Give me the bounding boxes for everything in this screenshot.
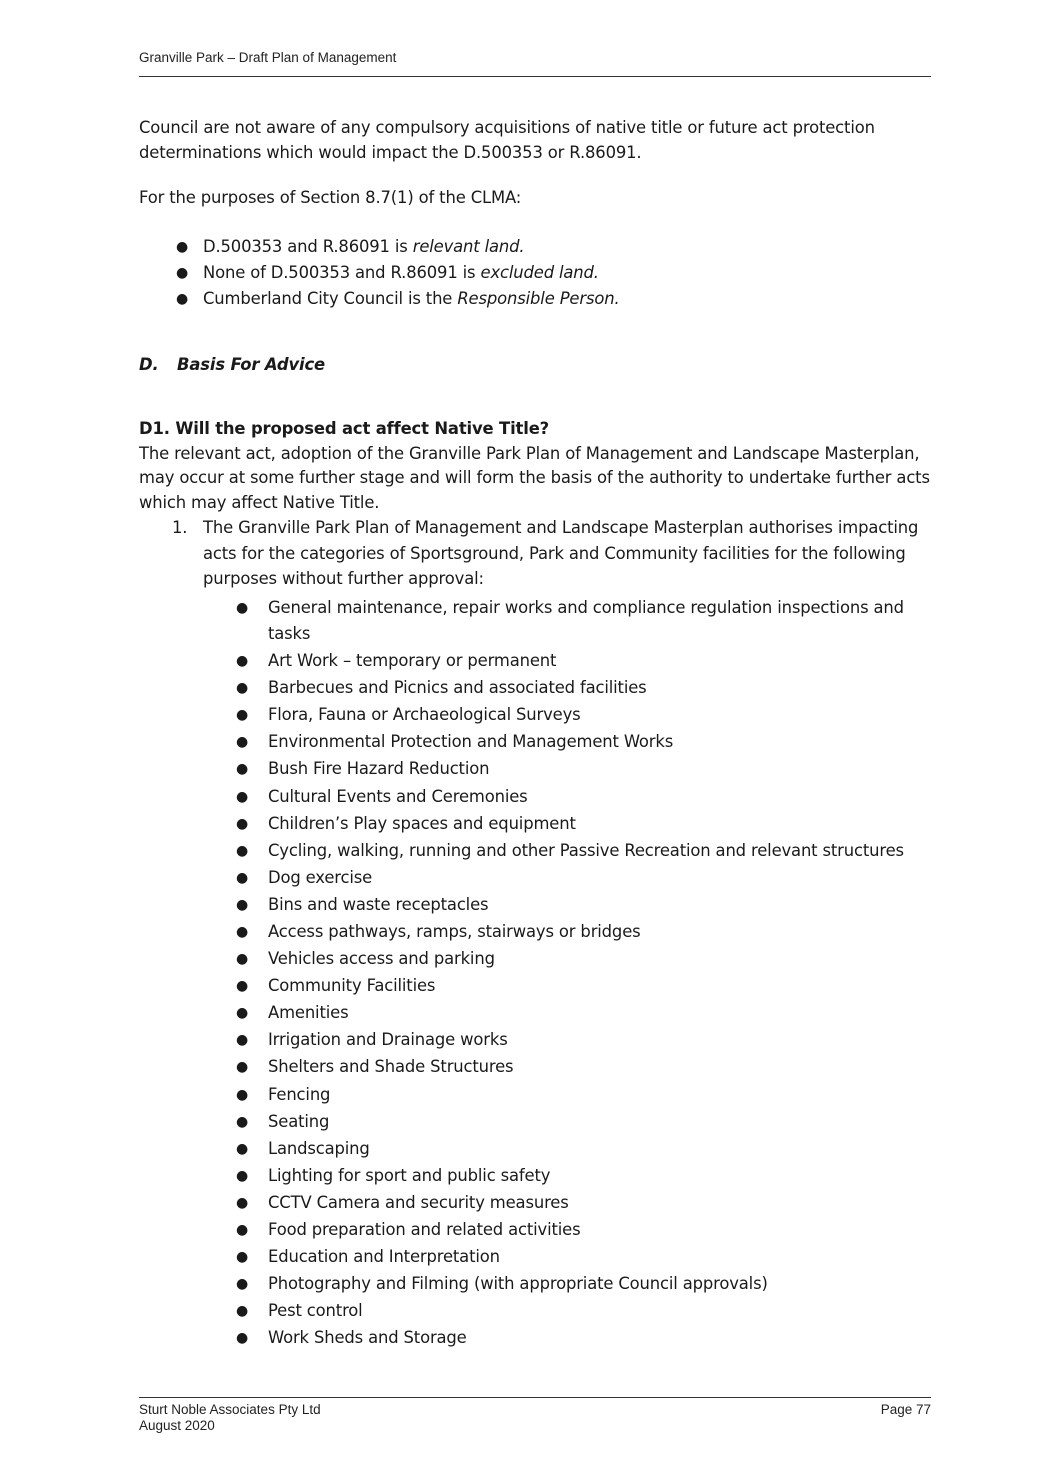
list-item	[203, 1217, 939, 1243]
bullet-icon: ●	[236, 788, 249, 805]
purpose-text: Pest control	[268, 1301, 363, 1321]
purposes-list	[203, 595, 939, 1352]
bullet-icon: ●	[236, 1249, 249, 1266]
list-item	[203, 1082, 939, 1108]
purpose-text: Flora, Fauna or Archaeological Surveys	[268, 705, 581, 725]
document-body	[139, 116, 939, 1353]
purpose-text: General maintenance, repair works and compliance regulation inspections and tasks	[268, 597, 904, 643]
footer-date: August 2020	[139, 1418, 215, 1433]
clma-bullet-list	[139, 235, 939, 313]
purpose-text: Bush Fire Hazard Reduction	[268, 759, 490, 779]
list-item	[203, 756, 939, 782]
bullet-icon: ●	[236, 1140, 249, 1157]
purpose-text: Environmental Protection and Management Works	[268, 732, 674, 752]
section-heading	[139, 353, 939, 378]
bullet-icon: ●	[236, 951, 249, 968]
purpose-text: Shelters and Shade Structures	[268, 1057, 514, 1077]
purpose-text: Community Facilities	[268, 976, 436, 996]
purpose-text: CCTV Camera and security measures	[268, 1192, 569, 1212]
bullet-icon: ●	[236, 869, 249, 886]
purpose-text: Children’s Play spaces and equipment	[268, 813, 576, 833]
list-item	[203, 784, 939, 810]
header-divider	[139, 76, 931, 77]
purpose-text: Photography and Filming (with appropriate Council approvals)	[268, 1274, 768, 1294]
bullet-icon: ●	[236, 842, 249, 859]
bullet-icon: ●	[236, 707, 249, 724]
list-item: ● None of D.500353 and R.86091 is excluded land.	[139, 261, 939, 287]
bullet-icon: ●	[236, 1086, 249, 1103]
bullet-icon: ●	[236, 815, 249, 832]
list-item	[203, 865, 939, 891]
purpose-text: Lighting for sport and public safety	[268, 1165, 551, 1185]
purpose-text: Landscaping	[268, 1138, 370, 1158]
bullet-icon: ●	[236, 896, 249, 913]
bullet-icon: ●	[236, 1194, 249, 1211]
intro-paragraph: Council are not aware of any compulsory acquisitions of native title or future act protection determinations which would impact the D.500353 or R.86091.	[139, 118, 875, 162]
list-item	[203, 675, 939, 701]
list-item	[203, 595, 939, 647]
purpose-text: Dog exercise	[268, 867, 373, 887]
bullet-icon: ●	[236, 924, 249, 941]
purpose-text: Vehicles access and parking	[268, 949, 495, 969]
purpose-text: Cultural Events and Ceremonies	[268, 786, 528, 806]
list-item	[203, 973, 939, 999]
subsection-paragraph: The relevant act, adoption of the Granville Park Plan of Management and Landscape Masterplan, may occur at some further stage and will form the basis of the authority to undertake further acts which may affect Native Title.	[139, 443, 930, 512]
page-header-title: Granville Park – Draft Plan of Management	[139, 50, 397, 65]
purpose-text: Fencing	[268, 1084, 331, 1104]
list-item	[203, 1244, 939, 1270]
list-item	[203, 648, 939, 674]
bullet-icon: ●	[236, 1303, 249, 1320]
list-item	[203, 1298, 939, 1324]
bullet-icon: ●	[236, 1276, 249, 1293]
footer-company: Sturt Noble Associates Pty Ltd	[139, 1402, 321, 1417]
list-item	[203, 1190, 939, 1216]
list-item	[203, 1027, 939, 1053]
list-item: ● Cumberland City Council is the Responsible Person.	[139, 287, 939, 313]
bullet-icon: ●	[236, 978, 249, 995]
purpose-text: Amenities	[268, 1003, 349, 1023]
item-number: 1.	[172, 518, 188, 537]
bullet-icon: ●	[236, 1059, 249, 1076]
list-item	[203, 1136, 939, 1162]
purpose-text: Barbecues and Picnics and associated facilities	[268, 678, 647, 698]
list-item: ● D.500353 and R.86091 is relevant land.	[139, 235, 939, 261]
purpose-text: Food preparation and related activities	[268, 1220, 581, 1240]
bullet-icon: ●	[236, 680, 249, 697]
list-item	[203, 811, 939, 837]
list-item	[203, 1000, 939, 1026]
item-text: The Granville Park Plan of Management and Landscape Masterplan authorises impacting acts for the categories of Sportsground, Park and Community facilities for the following purposes without further approval:	[203, 518, 919, 589]
list-item	[203, 838, 939, 864]
bullet-icon: ●	[236, 1330, 249, 1347]
purpose-text: Access pathways, ramps, stairways or bridges	[268, 922, 641, 942]
purpose-text: Education and Interpretation	[268, 1247, 500, 1267]
list-item	[203, 919, 939, 945]
numbered-item	[139, 515, 939, 1352]
clma-paragraph: For the purposes of Section 8.7(1) of the CLMA:	[139, 188, 522, 207]
bullet-icon: ●	[236, 734, 249, 751]
subsection-heading: D1. Will the proposed act affect Native Title?	[139, 419, 550, 438]
bullet-icon: ●	[176, 238, 189, 255]
list-item	[203, 1271, 939, 1297]
footer-divider	[139, 1397, 931, 1398]
section-letter: D.	[139, 354, 159, 374]
purpose-text: Bins and waste receptacles	[268, 894, 489, 914]
purpose-text: Work Sheds and Storage	[268, 1328, 467, 1348]
bullet-icon: ●	[236, 1032, 249, 1049]
bullet-icon: ●	[176, 290, 189, 307]
bullet-icon: ●	[236, 599, 249, 616]
footer-left	[139, 1402, 321, 1434]
bullet-icon: ●	[236, 1005, 249, 1022]
page-number: Page 77	[880, 1402, 931, 1417]
list-item	[203, 1054, 939, 1080]
section-title: Basis For Advice	[177, 354, 326, 374]
list-item	[203, 702, 939, 728]
numbered-list	[139, 515, 939, 1352]
purpose-text: Art Work – temporary or permanent	[268, 651, 557, 671]
list-item	[203, 892, 939, 918]
purpose-text: Cycling, walking, running and other Passive Recreation and relevant structures	[268, 840, 904, 860]
bullet-icon: ●	[236, 761, 249, 778]
purpose-text: Seating	[268, 1111, 330, 1131]
list-item	[203, 1325, 939, 1351]
purpose-text: Irrigation and Drainage works	[268, 1030, 508, 1050]
bullet-icon: ●	[236, 1167, 249, 1184]
list-item	[203, 1163, 939, 1189]
list-item	[203, 946, 939, 972]
bullet-icon: ●	[236, 1113, 249, 1130]
bullet-icon: ●	[236, 1222, 249, 1239]
bullet-icon: ●	[236, 653, 249, 670]
list-item	[203, 1109, 939, 1135]
list-item	[203, 729, 939, 755]
bullet-icon: ●	[176, 264, 189, 281]
